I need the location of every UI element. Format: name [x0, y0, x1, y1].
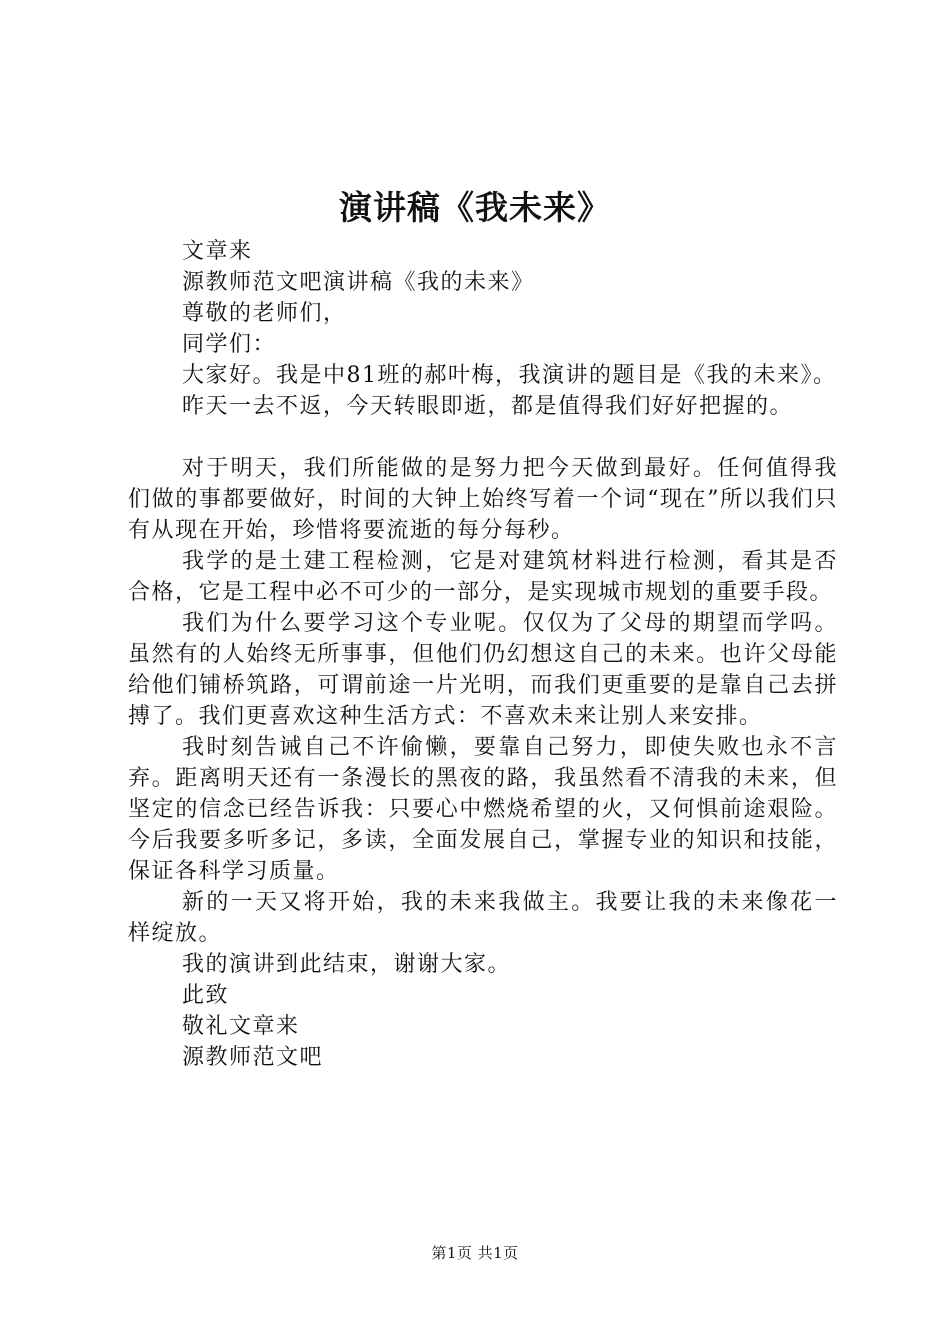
paragraph-major: 我学的是土建工程检测，它是对建筑材料进行检测，看其是否合格，它是工程中必不可少的一部分，是实现城市规划的重要手段。	[128, 549, 838, 605]
paragraph-regards-2: 敬礼文章来	[182, 1014, 300, 1039]
paragraph-new-day: 新的一天又将开始，我的未来我做主。我要让我的未来像花一样绽放。	[128, 890, 838, 946]
paragraph-self-discipline: 我时刻告诫自己不许偷懒，要靠自己努力，即使失败也永不言弃。距离明天还有一条漫长的黑夜的路，我虽然看不清我的未来，但坚定的信念已经告诉我：只要心中燃烧希望的火，又何惧前途艰险。今后我要多听多记，多读，全面发展自己，掌握专业的知识和技能，保证各科学习质量。	[128, 735, 838, 884]
paragraph-regards-3: 源教师范文吧	[182, 1045, 324, 1070]
paragraph-source-1: 文章来	[182, 239, 253, 264]
paragraph-regards-1: 此致	[182, 983, 230, 1008]
paragraph-source-2: 源教师范文吧演讲稿《我的未来》	[182, 270, 535, 295]
blank-line	[128, 422, 838, 453]
document-title: 演讲稿《我未来》	[339, 188, 611, 227]
paragraph-closing: 我的演讲到此结束，谢谢大家。	[182, 952, 512, 977]
document-body	[128, 236, 838, 1073]
page-footer: 第1页 共1页	[431, 1244, 519, 1262]
paragraph-why-study: 我们为什么要学习这个专业呢。仅仅为了父母的期望而学吗。虽然有的人始终无所事事，但他们仍幻想这自己的未来。也许父母能给他们铺桥筑路，可谓前途一片光明，而我们更重要的是靠自己去拼搏了。我们更喜欢这种生活方式：不喜欢未来让别人来安排。	[128, 611, 838, 729]
paragraph-tomorrow: 对于明天，我们所能做的是努力把今天做到最好。任何值得我们做的事都要做好，时间的大钟上始终写着一个词“现在”所以我们只有从现在开始，珍惜将要流逝的每分每秒。	[128, 456, 838, 543]
paragraph-salutation-teachers: 尊敬的老师们，	[182, 301, 347, 326]
paragraph-greeting: 大家好。我是中81班的郝叶梅，我演讲的题目是《我的未来》。	[182, 363, 837, 388]
paragraph-yesterday: 昨天一去不返，今天转眼即逝，都是值得我们好好把握的。	[182, 394, 794, 419]
paragraph-salutation-students: 同学们：	[182, 332, 277, 357]
